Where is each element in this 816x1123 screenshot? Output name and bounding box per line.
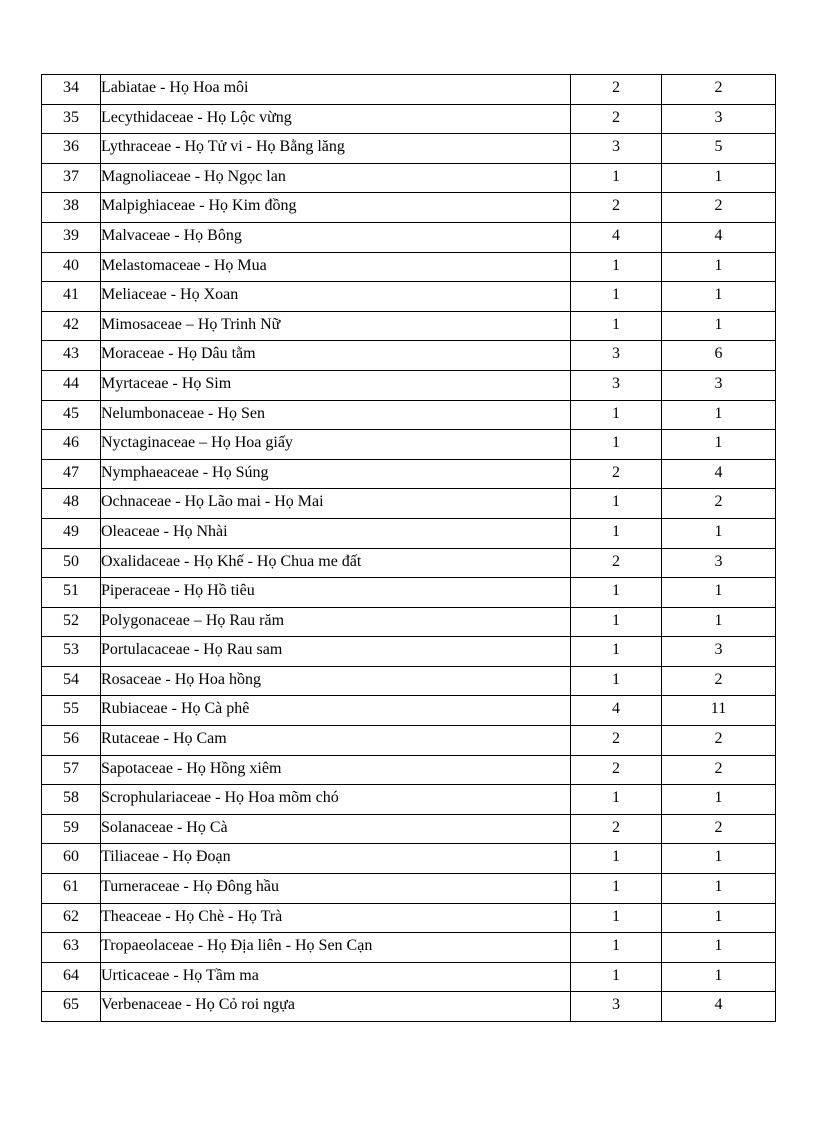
species-count-cell: 1 [662, 578, 776, 608]
row-number-cell: 39 [42, 222, 101, 252]
species-count-cell: 1 [662, 844, 776, 874]
row-number-cell: 56 [42, 726, 101, 756]
species-count-cell: 11 [662, 696, 776, 726]
row-number-cell: 51 [42, 578, 101, 608]
species-count-cell: 2 [662, 193, 776, 223]
row-number-cell: 38 [42, 193, 101, 223]
row-number-cell: 47 [42, 459, 101, 489]
genus-count-cell: 2 [571, 193, 662, 223]
species-count-cell: 2 [662, 814, 776, 844]
table-row [42, 222, 776, 252]
genus-count-cell: 2 [571, 548, 662, 578]
table-row [42, 489, 776, 519]
genus-count-cell: 3 [571, 992, 662, 1022]
row-number-cell: 46 [42, 430, 101, 460]
row-number-cell: 34 [42, 75, 101, 105]
table-row [42, 430, 776, 460]
table-row [42, 844, 776, 874]
table-row [42, 666, 776, 696]
family-name-cell: Polygonaceae – Họ Rau răm [101, 607, 571, 637]
species-count-cell: 1 [662, 933, 776, 963]
genus-count-cell: 2 [571, 104, 662, 134]
species-count-cell: 1 [662, 282, 776, 312]
species-count-cell: 1 [662, 962, 776, 992]
family-name-cell: Solanaceae - Họ Cà [101, 814, 571, 844]
row-number-cell: 54 [42, 666, 101, 696]
table-row [42, 578, 776, 608]
table-row [42, 933, 776, 963]
table-row [42, 637, 776, 667]
genus-count-cell: 1 [571, 518, 662, 548]
species-count-cell: 5 [662, 134, 776, 164]
table-row [42, 341, 776, 371]
row-number-cell: 45 [42, 400, 101, 430]
table-row [42, 163, 776, 193]
row-number-cell: 52 [42, 607, 101, 637]
family-name-cell: Lythraceae - Họ Tử vi - Họ Bằng lăng [101, 134, 571, 164]
genus-count-cell: 1 [571, 874, 662, 904]
family-name-cell: Oleaceae - Họ Nhài [101, 518, 571, 548]
table-row [42, 193, 776, 223]
table-row [42, 104, 776, 134]
genus-count-cell: 3 [571, 134, 662, 164]
species-count-cell: 1 [662, 874, 776, 904]
row-number-cell: 60 [42, 844, 101, 874]
species-count-cell: 1 [662, 903, 776, 933]
table-row [42, 134, 776, 164]
family-name-cell: Theaceae - Họ Chè - Họ Trà [101, 903, 571, 933]
species-count-cell: 2 [662, 755, 776, 785]
species-count-cell: 2 [662, 489, 776, 519]
species-count-cell: 2 [662, 666, 776, 696]
table-row [42, 370, 776, 400]
family-name-cell: Ochnaceae - Họ Lão mai - Họ Mai [101, 489, 571, 519]
genus-count-cell: 2 [571, 75, 662, 105]
row-number-cell: 43 [42, 341, 101, 371]
row-number-cell: 44 [42, 370, 101, 400]
species-count-cell: 3 [662, 548, 776, 578]
family-name-cell: Sapotaceae - Họ Hồng xiêm [101, 755, 571, 785]
genus-count-cell: 4 [571, 696, 662, 726]
genus-count-cell: 1 [571, 489, 662, 519]
species-count-cell: 3 [662, 104, 776, 134]
genus-count-cell: 1 [571, 311, 662, 341]
row-number-cell: 41 [42, 282, 101, 312]
table-row [42, 548, 776, 578]
family-name-cell: Piperaceae - Họ Hồ tiêu [101, 578, 571, 608]
table-body [42, 75, 776, 1022]
family-name-cell: Nymphaeaceae - Họ Súng [101, 459, 571, 489]
genus-count-cell: 1 [571, 933, 662, 963]
family-name-cell: Nelumbonaceae - Họ Sen [101, 400, 571, 430]
species-count-cell: 1 [662, 311, 776, 341]
species-count-cell: 1 [662, 163, 776, 193]
species-count-cell: 1 [662, 518, 776, 548]
table-row [42, 282, 776, 312]
family-name-cell: Urticaceae - Họ Tầm ma [101, 962, 571, 992]
row-number-cell: 42 [42, 311, 101, 341]
family-name-cell: Tiliaceae - Họ Đoạn [101, 844, 571, 874]
table-row [42, 874, 776, 904]
table-row [42, 400, 776, 430]
table-row [42, 459, 776, 489]
genus-count-cell: 3 [571, 341, 662, 371]
family-name-cell: Moraceae - Họ Dâu tằm [101, 341, 571, 371]
species-count-cell: 4 [662, 222, 776, 252]
species-count-cell: 4 [662, 459, 776, 489]
row-number-cell: 62 [42, 903, 101, 933]
table-row [42, 903, 776, 933]
species-count-cell: 6 [662, 341, 776, 371]
plant-family-table [41, 74, 776, 1022]
row-number-cell: 49 [42, 518, 101, 548]
species-count-cell: 1 [662, 400, 776, 430]
table-row [42, 992, 776, 1022]
table-row [42, 75, 776, 105]
genus-count-cell: 1 [571, 163, 662, 193]
genus-count-cell: 1 [571, 400, 662, 430]
family-name-cell: Melastomaceae - Họ Mua [101, 252, 571, 282]
species-count-cell: 3 [662, 637, 776, 667]
table-row [42, 726, 776, 756]
row-number-cell: 35 [42, 104, 101, 134]
species-count-cell: 1 [662, 785, 776, 815]
table-row [42, 311, 776, 341]
row-number-cell: 37 [42, 163, 101, 193]
row-number-cell: 65 [42, 992, 101, 1022]
family-name-cell: Portulacaceae - Họ Rau sam [101, 637, 571, 667]
species-count-cell: 1 [662, 607, 776, 637]
family-name-cell: Rosaceae - Họ Hoa hồng [101, 666, 571, 696]
species-count-cell: 4 [662, 992, 776, 1022]
genus-count-cell: 2 [571, 755, 662, 785]
table-row [42, 607, 776, 637]
table-row [42, 814, 776, 844]
table-row [42, 518, 776, 548]
row-number-cell: 48 [42, 489, 101, 519]
genus-count-cell: 1 [571, 282, 662, 312]
row-number-cell: 53 [42, 637, 101, 667]
family-name-cell: Rubiaceae - Họ Cà phê [101, 696, 571, 726]
genus-count-cell: 1 [571, 666, 662, 696]
family-name-cell: Meliaceae - Họ Xoan [101, 282, 571, 312]
genus-count-cell: 1 [571, 607, 662, 637]
species-count-cell: 1 [662, 252, 776, 282]
table-row [42, 252, 776, 282]
family-name-cell: Rutaceae - Họ Cam [101, 726, 571, 756]
genus-count-cell: 1 [571, 962, 662, 992]
family-name-cell: Magnoliaceae - Họ Ngọc lan [101, 163, 571, 193]
family-name-cell: Turneraceae - Họ Đông hầu [101, 874, 571, 904]
table-row [42, 755, 776, 785]
species-count-cell: 2 [662, 75, 776, 105]
species-count-cell: 2 [662, 726, 776, 756]
family-name-cell: Tropaeolaceae - Họ Địa liên - Họ Sen Cạn [101, 933, 571, 963]
genus-count-cell: 1 [571, 578, 662, 608]
genus-count-cell: 3 [571, 370, 662, 400]
family-name-cell: Mimosaceae – Họ Trinh Nữ [101, 311, 571, 341]
genus-count-cell: 4 [571, 222, 662, 252]
genus-count-cell: 1 [571, 637, 662, 667]
genus-count-cell: 2 [571, 814, 662, 844]
family-name-cell: Lecythidaceae - Họ Lộc vừng [101, 104, 571, 134]
table-row [42, 696, 776, 726]
family-name-cell: Verbenaceae - Họ Cỏ roi ngựa [101, 992, 571, 1022]
row-number-cell: 59 [42, 814, 101, 844]
family-name-cell: Scrophulariaceae - Họ Hoa mõm chó [101, 785, 571, 815]
row-number-cell: 55 [42, 696, 101, 726]
species-count-cell: 3 [662, 370, 776, 400]
row-number-cell: 50 [42, 548, 101, 578]
species-count-cell: 1 [662, 430, 776, 460]
table-row [42, 785, 776, 815]
family-name-cell: Oxalidaceae - Họ Khế - Họ Chua me đất [101, 548, 571, 578]
family-name-cell: Myrtaceae - Họ Sim [101, 370, 571, 400]
genus-count-cell: 1 [571, 430, 662, 460]
row-number-cell: 64 [42, 962, 101, 992]
family-name-cell: Nyctaginaceae – Họ Hoa giấy [101, 430, 571, 460]
row-number-cell: 58 [42, 785, 101, 815]
row-number-cell: 57 [42, 755, 101, 785]
genus-count-cell: 1 [571, 252, 662, 282]
row-number-cell: 40 [42, 252, 101, 282]
family-name-cell: Malvaceae - Họ Bông [101, 222, 571, 252]
genus-count-cell: 1 [571, 844, 662, 874]
genus-count-cell: 1 [571, 903, 662, 933]
family-name-cell: Malpighiaceae - Họ Kim đồng [101, 193, 571, 223]
row-number-cell: 36 [42, 134, 101, 164]
table-row [42, 962, 776, 992]
genus-count-cell: 2 [571, 726, 662, 756]
genus-count-cell: 1 [571, 785, 662, 815]
row-number-cell: 61 [42, 874, 101, 904]
family-name-cell: Labiatae - Họ Hoa môi [101, 75, 571, 105]
genus-count-cell: 2 [571, 459, 662, 489]
row-number-cell: 63 [42, 933, 101, 963]
